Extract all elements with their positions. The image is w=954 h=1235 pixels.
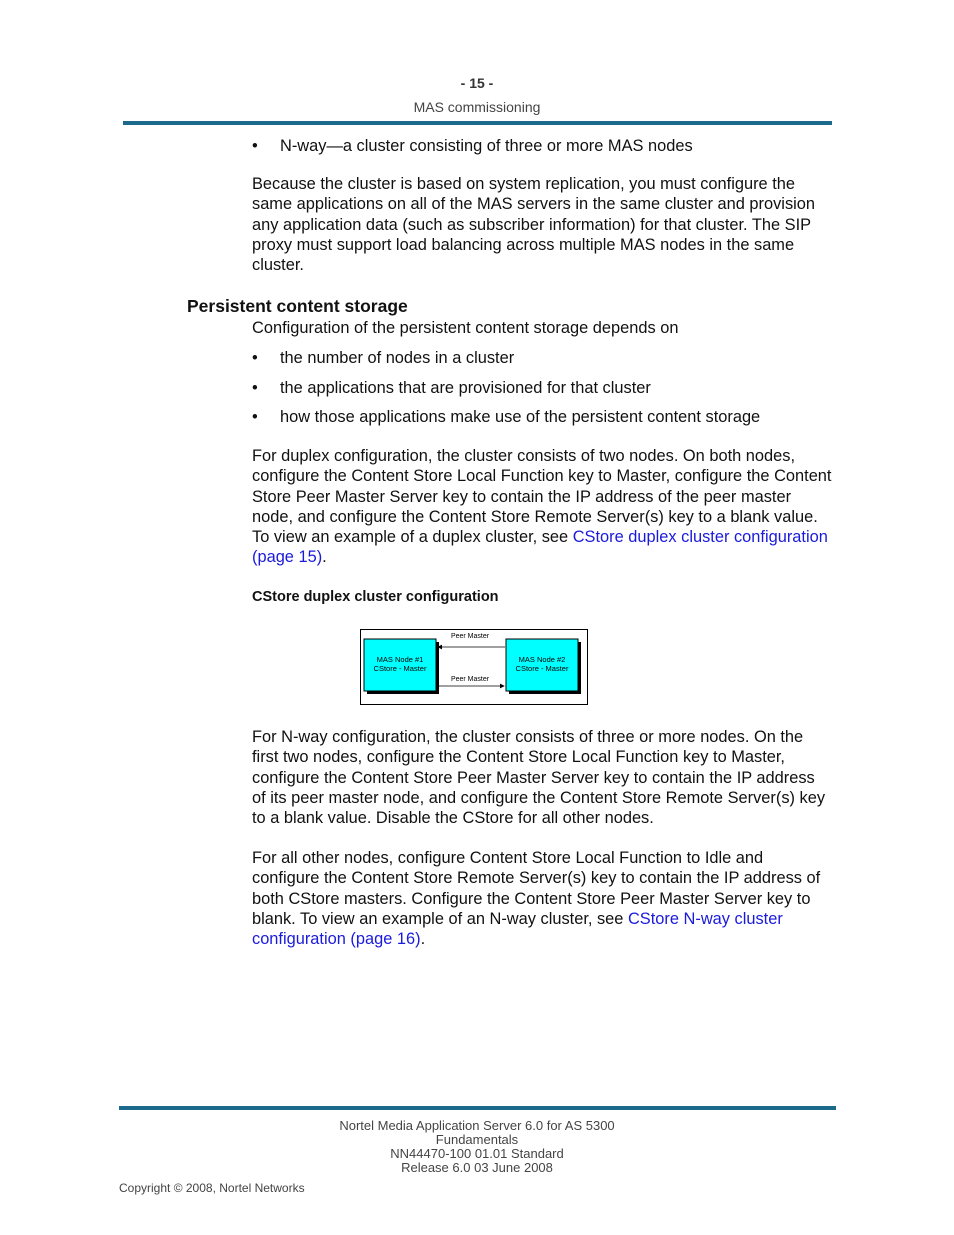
paragraph-nway: For N-way configuration, the cluster consists of three or more nodes. On the first two nodes, configure the Content Store Local Function key to Master, configure the Content Store Peer Master Server key to contain the IP address of its peer master node, and configure the Content Store Remote Server(s) key to a blank value. Disable the CStore for all other nodes. (252, 728, 826, 828)
footer-title: Nortel Media Application Server 6.0 for AS 5300 (339, 1118, 615, 1133)
section-title: Persistent content storage (187, 296, 408, 316)
footer-release: Release 6.0 03 June 2008 (401, 1160, 553, 1175)
node1-label-2: CStore - Master (373, 664, 427, 673)
page-number: - 15 - (460, 75, 494, 91)
arrow-label-top: Peer Master (450, 633, 490, 640)
header-rule (123, 121, 832, 125)
copyright: Copyright © 2008, Nortel Networks (119, 1181, 305, 1195)
node1-label-1: MAS Node #1 (376, 655, 424, 664)
bullet-text: how those applications make use of the persistent content storage (280, 408, 761, 426)
bullet-text: the applications that are provisioned for that cluster (280, 379, 651, 397)
node2-label-2: CStore - Master (515, 664, 569, 673)
arrow-label-bottom: Peer Master (450, 676, 490, 683)
diagram-canvas (361, 630, 587, 704)
bullet-text: the number of nodes in a cluster (280, 349, 515, 367)
bullet-icon: • (252, 408, 258, 426)
bullet-icon: • (252, 137, 258, 155)
paragraph-duplex (252, 446, 832, 568)
link-cstore-duplex[interactable]: CStore duplex cluster configuration (page 15) (252, 528, 828, 567)
paragraph-replication: Because the cluster is based on system replication, you must configure the same applications on all of the MAS servers in the same cluster and provision any application data (such as subscriber information) for that cluster. The SIP proxy must support load balancing across multiple MAS nodes in the same cluster. (252, 175, 816, 275)
section-header: MAS commissioning (413, 99, 541, 115)
footer-rule (119, 1106, 836, 1110)
bullet-icon: • (252, 379, 258, 397)
footer-subtitle: Fundamentals (435, 1132, 519, 1147)
bullet-icon: • (252, 349, 258, 367)
paragraph-duplex-text: For duplex configuration, the cluster consists of two nodes. On both nodes, configure the Content Store Local Function key to Master, configure the Content Store Peer Master Server key to contain the IP address of the peer master node, and configure the Content Store Remote Server(s) key to a blank value. To view an example of a duplex cluster, see (252, 447, 832, 547)
paragraph-other-end: . (420, 930, 426, 949)
footer-doc-number: NN44470-100 01.01 Standard (390, 1146, 564, 1161)
paragraph-other-text: For all other nodes, configure Content Store Local Function to Idle and configure the Content Store Remote Server(s) key to contain the IP address of both CStore masters. Configure the Content Store Peer Master Server key to blank. To view an example of an N-way cluster, see (252, 849, 821, 928)
paragraph-other-nodes (252, 848, 832, 949)
cstore-duplex-diagram (360, 629, 588, 705)
paragraph-duplex-end: . (322, 548, 327, 567)
bullet-text: N-way—a cluster consisting of three or more MAS nodes (280, 137, 693, 155)
node2-label-1: MAS Node #2 (518, 655, 566, 664)
link-cstore-nway[interactable]: CStore N-way cluster configuration (page 16) (252, 909, 783, 949)
paragraph-intro: Configuration of the persistent content storage depends on (252, 319, 679, 337)
figure-caption: CStore duplex cluster configuration (252, 589, 499, 605)
